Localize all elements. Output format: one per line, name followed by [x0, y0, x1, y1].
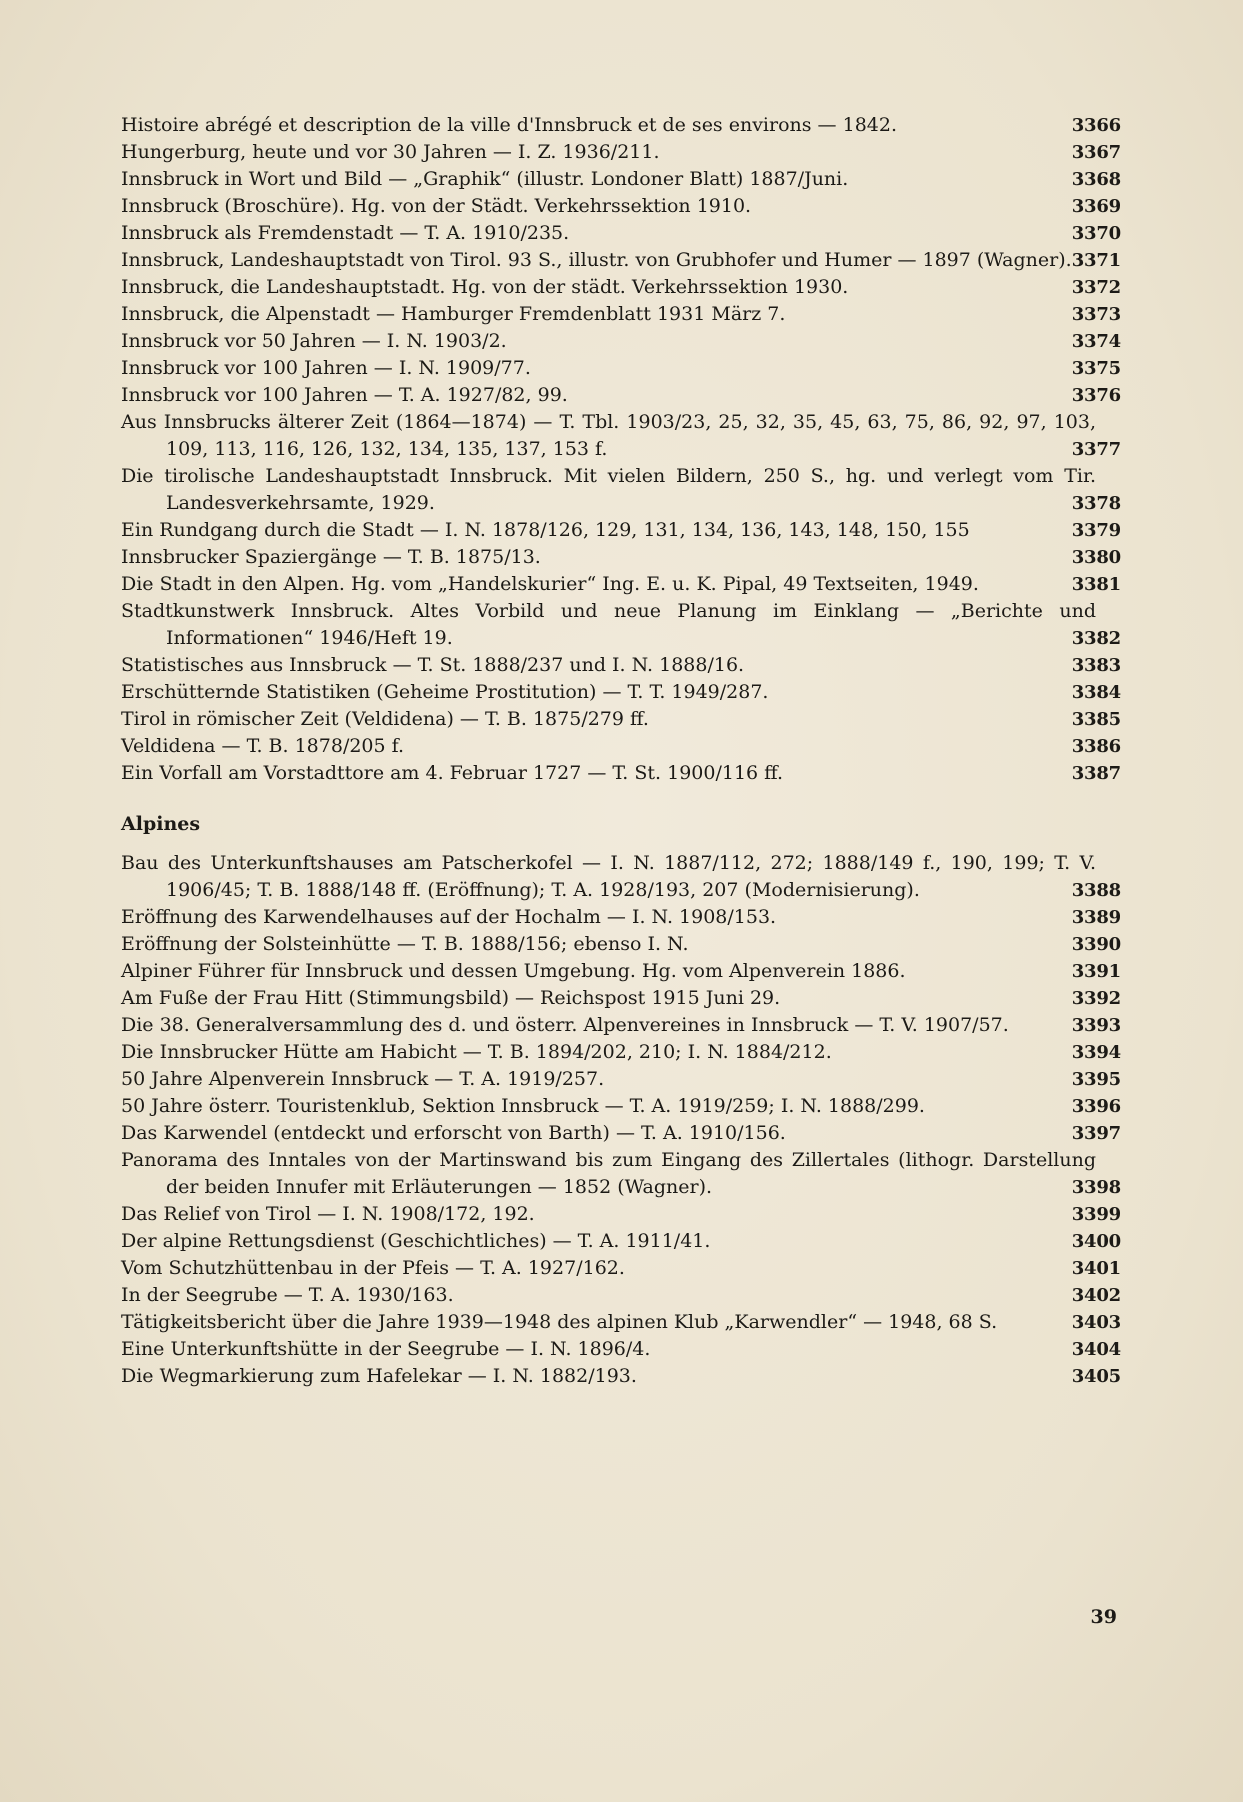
- bibliography-entry: [121, 760, 1121, 787]
- entry-number: 3405: [1071, 1366, 1121, 1387]
- entry-text: Innsbruck (Broschüre). Hg. von der Städt. Verkehrssektion 1910.: [121, 195, 752, 217]
- bibliography-entry: [121, 1336, 1121, 1363]
- entry-text: Innsbruck, Landeshauptstadt von Tirol. 93 S., illustr. von Grubhofer und Humer — 1897 (Wagner).: [121, 249, 1072, 271]
- bibliography-entry: [121, 517, 1121, 544]
- entry-number: 3404: [1071, 1339, 1121, 1360]
- entry-text: Der alpine Rettungsdienst (Geschichtliches) — T. A. 1911/41.: [121, 1230, 711, 1252]
- entry-text: Die Wegmarkierung zum Hafelekar — I. N. 1882/193.: [121, 1365, 637, 1387]
- entry-text: Die 38. Generalversammlung des d. und österr. Alpenvereines in Innsbruck — T. V. 1907/57.: [121, 1014, 1009, 1036]
- bibliography-entry: [121, 1066, 1121, 1093]
- bibliography-entry: [121, 220, 1121, 247]
- entry-text: Ein Rundgang durch die Stadt — I. N. 1878/126, 129, 131, 134, 136, 143, 148, 150, 155: [121, 519, 970, 541]
- bibliography-entry: [121, 652, 1121, 679]
- bibliography-entry: [121, 301, 1121, 328]
- entry-number: 3396: [1071, 1096, 1121, 1117]
- bibliography-entry: [121, 1093, 1121, 1120]
- entry-number: 3374: [1071, 331, 1121, 352]
- entry-number: 3394: [1071, 1042, 1121, 1063]
- bibliography-entry: [121, 598, 1121, 652]
- entry-number: 3383: [1071, 655, 1121, 676]
- bibliography-entry: [121, 139, 1121, 166]
- entry-text: Innsbruck vor 100 Jahren — T. A. 1927/82, 99.: [121, 384, 568, 406]
- entry-number: 3384: [1071, 682, 1121, 703]
- entry-text: Die tirolische Landeshauptstadt Innsbruck. Mit vielen Bildern, 250 S., hg. und verlegt vom Tir. Landesverkehrsamte, 1929.: [121, 465, 1096, 514]
- entry-number: 3402: [1071, 1285, 1121, 1306]
- entry-text: Bau des Unterkunftshauses am Patscherkofel — I. N. 1887/112, 272; 1888/149 f., 190, 199; T. V. 1906/45; T. B. 1888/148 ff. (Eröffnung); T. A. 1928/193, 207 (Modernisierung).: [121, 852, 1096, 901]
- entry-text: Eine Unterkunftshütte in der Seegrube — I. N. 1896/4.: [121, 1338, 651, 1360]
- entry-number: 3368: [1071, 169, 1121, 190]
- entry-number: 3398: [1071, 1177, 1121, 1198]
- bibliography-entry: [121, 904, 1121, 931]
- bibliography-entry: [121, 1039, 1121, 1066]
- bibliography-entry: [121, 679, 1121, 706]
- entry-text: In der Seegrube — T. A. 1930/163.: [121, 1284, 454, 1306]
- entry-number: 3392: [1071, 988, 1121, 1009]
- bibliography-entry: [121, 931, 1121, 958]
- bibliography-entry: [121, 382, 1121, 409]
- entry-number: 3380: [1071, 547, 1121, 568]
- page-number: 39: [1090, 1606, 1117, 1628]
- entry-text: Statistisches aus Innsbruck — T. St. 1888/237 und I. N. 1888/16.: [121, 654, 745, 676]
- bibliography-entry: [121, 1309, 1121, 1336]
- entry-text: Hungerburg, heute und vor 30 Jahren — I. Z. 1936/211.: [121, 141, 660, 163]
- bibliography-entry: [121, 1147, 1121, 1201]
- entry-text: Histoire abrégé et description de la ville d'Innsbruck et de ses environs — 1842.: [121, 114, 897, 136]
- entry-number: 3371: [1071, 250, 1121, 271]
- bibliography-list: [121, 112, 1121, 1390]
- entry-text: Aus Innsbrucks älterer Zeit (1864—1874) — T. Tbl. 1903/23, 25, 32, 35, 45, 63, 75, 86, 92, 97, 103, 109, 113, 116, 126, 132, 134, 135, 137, 153 f.: [121, 411, 1096, 460]
- bibliography-entry: [121, 355, 1121, 382]
- bibliography-entry: [121, 112, 1121, 139]
- entry-number: 3388: [1071, 880, 1121, 901]
- entry-text: Am Fuße der Frau Hitt (Stimmungsbild) — Reichspost 1915 Juni 29.: [121, 987, 781, 1009]
- entry-number: 3403: [1071, 1312, 1121, 1333]
- entry-text: Innsbruck vor 50 Jahren — I. N. 1903/2.: [121, 330, 507, 352]
- entry-number: 3373: [1071, 304, 1121, 325]
- bibliography-entry: [121, 985, 1121, 1012]
- entry-number: 3370: [1071, 223, 1121, 244]
- entry-text: 50 Jahre österr. Touristenklub, Sektion Innsbruck — T. A. 1919/259; I. N. 1888/299.: [121, 1095, 925, 1117]
- bibliography-entry: [121, 193, 1121, 220]
- bibliography-entry: [121, 166, 1121, 193]
- entry-text: Innsbruck vor 100 Jahren — I. N. 1909/77.: [121, 357, 531, 379]
- entry-number: 3397: [1071, 1123, 1121, 1144]
- entry-text: Tirol in römischer Zeit (Veldidena) — T. B. 1875/279 ff.: [121, 708, 649, 730]
- entry-text: Eröffnung des Karwendelhauses auf der Hochalm — I. N. 1908/153.: [121, 906, 777, 928]
- entry-text: Innsbrucker Spaziergänge — T. B. 1875/13.: [121, 546, 541, 568]
- bibliography-entry: [121, 1282, 1121, 1309]
- bibliography-entry: [121, 1363, 1121, 1390]
- entry-text: Die Stadt in den Alpen. Hg. vom „Handelskurier“ Ing. E. u. K. Pipal, 49 Textseiten, 1949.: [121, 573, 979, 595]
- entry-number: 3399: [1071, 1204, 1121, 1225]
- entry-number: 3377: [1071, 439, 1121, 460]
- entry-number: 3366: [1071, 115, 1121, 136]
- entry-number: 3387: [1071, 763, 1121, 784]
- entry-number: 3401: [1071, 1258, 1121, 1279]
- entry-number: 3391: [1071, 961, 1121, 982]
- entry-text: Innsbruck in Wort und Bild — „Graphik“ (illustr. Londoner Blatt) 1887/Juni.: [121, 168, 849, 190]
- entry-number: 3385: [1071, 709, 1121, 730]
- entry-text: Tätigkeitsbericht über die Jahre 1939—1948 des alpinen Klub „Karwendler“ — 1948, 68 S.: [121, 1311, 998, 1333]
- entry-number: 3375: [1071, 358, 1121, 379]
- entry-text: Das Relief von Tirol — I. N. 1908/172, 192.: [121, 1203, 535, 1225]
- bibliography-entry: [121, 1255, 1121, 1282]
- bibliography-entry: [121, 1120, 1121, 1147]
- bibliography-entry: [121, 328, 1121, 355]
- bibliography-entry: [121, 958, 1121, 985]
- bibliography-entry: [121, 850, 1121, 904]
- entry-number: 3369: [1071, 196, 1121, 217]
- bibliography-entry: [121, 1201, 1121, 1228]
- entry-number: 3395: [1071, 1069, 1121, 1090]
- entry-text: 50 Jahre Alpenverein Innsbruck — T. A. 1919/257.: [121, 1068, 605, 1090]
- bibliography-entry: [121, 274, 1121, 301]
- entry-text: Erschütternde Statistiken (Geheime Prostitution) — T. T. 1949/287.: [121, 681, 769, 703]
- entry-number: 3376: [1071, 385, 1121, 406]
- bibliography-entry: [121, 544, 1121, 571]
- entry-text: Innsbruck, die Landeshauptstadt. Hg. von der städt. Verkehrssektion 1930.: [121, 276, 849, 298]
- entry-text: Alpiner Führer für Innsbruck und dessen Umgebung. Hg. vom Alpenverein 1886.: [121, 960, 906, 982]
- entry-number: 3386: [1071, 736, 1121, 757]
- entry-text: Veldidena — T. B. 1878/205 f.: [121, 735, 405, 757]
- entry-number: 3372: [1071, 277, 1121, 298]
- bibliography-entry: [121, 571, 1121, 598]
- entry-text: Das Karwendel (entdeckt und erforscht von Barth) — T. A. 1910/156.: [121, 1122, 786, 1144]
- bibliography-entry: [121, 733, 1121, 760]
- entry-text: Innsbruck, die Alpenstadt — Hamburger Fremdenblatt 1931 März 7.: [121, 303, 786, 325]
- entry-number: 3389: [1071, 907, 1121, 928]
- entry-text: Ein Vorfall am Vorstadttore am 4. Februar 1727 — T. St. 1900/116 ff.: [121, 762, 784, 784]
- bibliography-entry: [121, 706, 1121, 733]
- entry-number: 3393: [1071, 1015, 1121, 1036]
- bibliography-entry: [121, 1012, 1121, 1039]
- section-heading: Alpines: [121, 813, 201, 835]
- entry-number: 3379: [1071, 520, 1121, 541]
- bibliography-entry: [121, 1228, 1121, 1255]
- entry-text: Stadtkunstwerk Innsbruck. Altes Vorbild und neue Planung im Einklang — „Berichte und Informationen“ 1946/Heft 19.: [121, 600, 1096, 649]
- entry-text: Panorama des Inntales von der Martinswand bis zum Eingang des Zillertales (lithogr. Darstellung der beiden Innufer mit Erläuterungen — 1852 (Wagner).: [121, 1149, 1096, 1198]
- entry-number: 3367: [1071, 142, 1121, 163]
- entry-text: Die Innsbrucker Hütte am Habicht — T. B. 1894/202, 210; I. N. 1884/212.: [121, 1041, 832, 1063]
- entry-text: Innsbruck als Fremdenstadt — T. A. 1910/235.: [121, 222, 570, 244]
- bibliography-entry: [121, 247, 1121, 274]
- entry-text: Eröffnung der Solsteinhütte — T. B. 1888/156; ebenso I. N.: [121, 933, 689, 955]
- bibliography-entry: [121, 409, 1121, 463]
- entry-number: 3378: [1071, 493, 1121, 514]
- entry-number: 3400: [1071, 1231, 1121, 1252]
- entry-number: 3390: [1071, 934, 1121, 955]
- entry-text: Vom Schutzhüttenbau in der Pfeis — T. A. 1927/162.: [121, 1257, 625, 1279]
- bibliography-entry: [121, 463, 1121, 517]
- entry-number: 3381: [1071, 574, 1121, 595]
- entry-number: 3382: [1071, 628, 1121, 649]
